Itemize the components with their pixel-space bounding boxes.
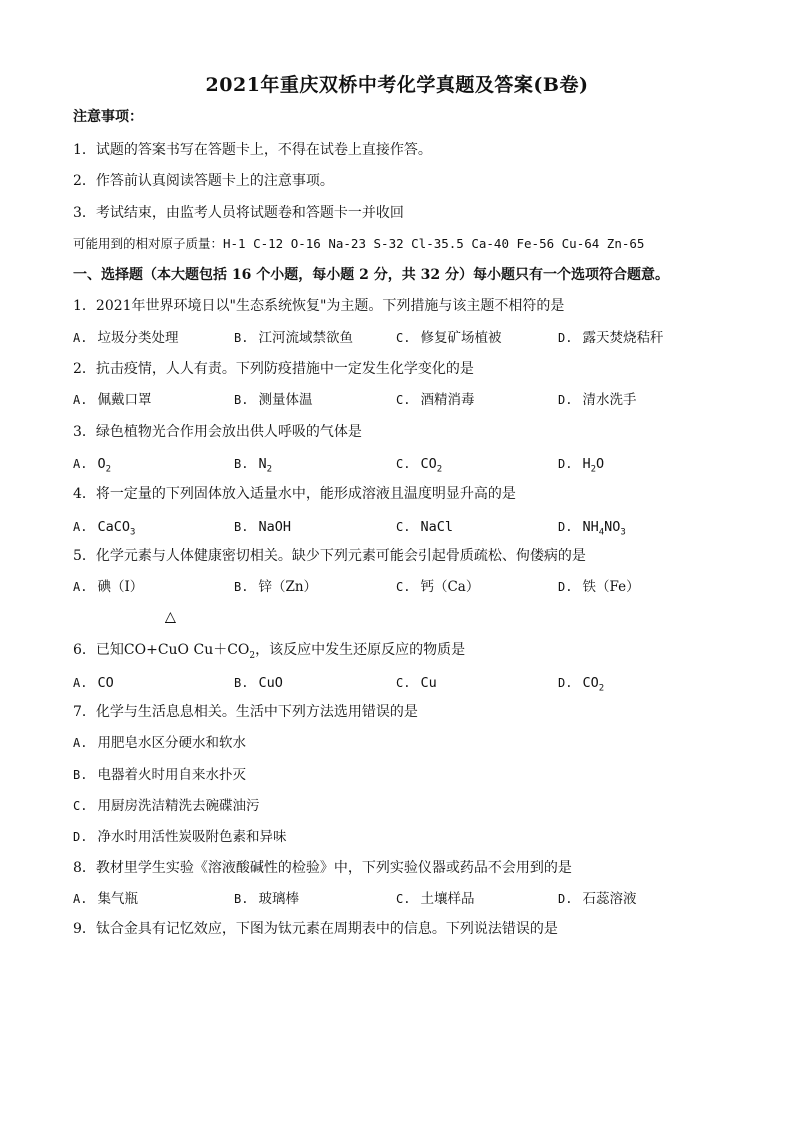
q3-option-a: A. $O_2$ — [73, 456, 112, 475]
q6-option-b: B. CuO — [234, 675, 283, 691]
q7-option-d: D. 净水时用活性炭吸附色素和异味 — [73, 829, 287, 845]
q3-option-c: C. $CO_2$ — [396, 456, 443, 475]
question-6-stem: 6．已知CO+CuO $Cu+CO_2$，该反应中发生还原反应的物质是 — [73, 642, 466, 661]
q1-option-b: B. 江河流域禁欲鱼 — [234, 330, 353, 346]
q8-option-b: B. 玻璃棒 — [234, 891, 299, 907]
q3-option-b: B. $N_2$ — [234, 456, 273, 475]
q5-option-d: D. 铁（Fe） — [558, 579, 640, 595]
q2-option-a: A. 佩戴口罩 — [73, 392, 152, 408]
notice-item-1: 1．试题的答案书写在答题卡上，不得在试卷上直接作答。 — [73, 142, 432, 158]
q3-option-d: D. $H_2O$ — [558, 456, 605, 475]
question-4-stem: 4．将一定量的下列固体放入适量水中，能形成溶液且温度明显升高的是 — [73, 486, 516, 502]
q1-option-c: C. 修复矿场植被 — [396, 330, 502, 346]
atomic-masses: 可能用到的相对原子质量：H-1 C-12 O-16 Na-23 S-32 Cl-35.5 Ca-40 Fe-56 Cu-64 Zn-65 — [73, 236, 645, 251]
q6-option-d: D. $CO_2$ — [558, 675, 605, 694]
page-title: 2021年重庆双桥中考化学真题及答案(B卷) — [205, 74, 589, 96]
question-3-stem: 3．绿色植物光合作用会放出供人呼吸的气体是 — [73, 424, 362, 440]
q5-option-c: C. 钙（Ca） — [396, 579, 480, 595]
q7-option-c: C. 用厨房洗洁精洗去碗碟油污 — [73, 798, 260, 814]
heating-delta-symbol: △ — [165, 609, 176, 625]
q1-option-d: D. 露天焚烧秸秆 — [558, 330, 664, 346]
notice-item-3: 3．考试结束，由监考人员将试题卷和答题卡一并收回 — [73, 205, 404, 221]
q8-option-a: A. 集气瓶 — [73, 891, 138, 907]
q4-option-c: C. NaCl — [396, 519, 453, 535]
q7-option-a: A. 用肥皂水区分硬水和软水 — [73, 735, 246, 751]
q2-option-c: C. 酒精消毒 — [396, 392, 475, 408]
q4-option-b: B. NaOH — [234, 519, 291, 535]
q4-option-d: D. $NH_4NO_3$ — [558, 519, 626, 538]
q6-option-a: A. CO — [73, 675, 114, 691]
question-7-stem: 7．化学与生活息息相关。生活中下列方法选用错误的是 — [73, 704, 418, 720]
q5-option-b: B. 锌（Zn） — [234, 579, 318, 595]
notice-heading: 注意事项： — [73, 109, 143, 125]
question-5-stem: 5．化学元素与人体健康密切相关。缺少下列元素可能会引起骨质疏松、佝偻病的是 — [73, 548, 586, 564]
question-1-stem: 1．2021年世界环境日以"生态系统恢复"为主题。下列措施与该主题不相符的是 — [73, 298, 565, 314]
q5-option-a: A. 碘（I） — [73, 579, 144, 595]
q8-option-d: D. 石蕊溶液 — [558, 891, 637, 907]
q6-option-c: C. Cu — [396, 675, 437, 691]
q1-option-a: A. 垃圾分类处理 — [73, 330, 179, 346]
q7-option-b: B. 电器着火时用自来水扑灭 — [73, 767, 246, 783]
q2-option-d: D. 清水洗手 — [558, 392, 637, 408]
q2-option-b: B. 测量体温 — [234, 392, 313, 408]
question-9-stem: 9．钛合金具有记忆效应，下图为钛元素在周期表中的信息。下列说法错误的是 — [73, 921, 558, 937]
question-8-stem: 8．教材里学生实验《溶液酸碱性的检验》中，下列实验仪器或药品不会用到的是 — [73, 860, 572, 876]
section-heading: 一、选择题（本大题包括 16 个小题，每小题 2 分，共 32 分）每小题只有一个选项符合题意。 — [73, 267, 669, 283]
q4-option-a: A. CaCO$_3$ — [73, 519, 136, 538]
question-2-stem: 2．抗击疫情，人人有责。下列防疫措施中一定发生化学变化的是 — [73, 361, 474, 377]
q8-option-c: C. 土壤样品 — [396, 891, 475, 907]
notice-item-2: 2．作答前认真阅读答题卡上的注意事项。 — [73, 173, 334, 189]
